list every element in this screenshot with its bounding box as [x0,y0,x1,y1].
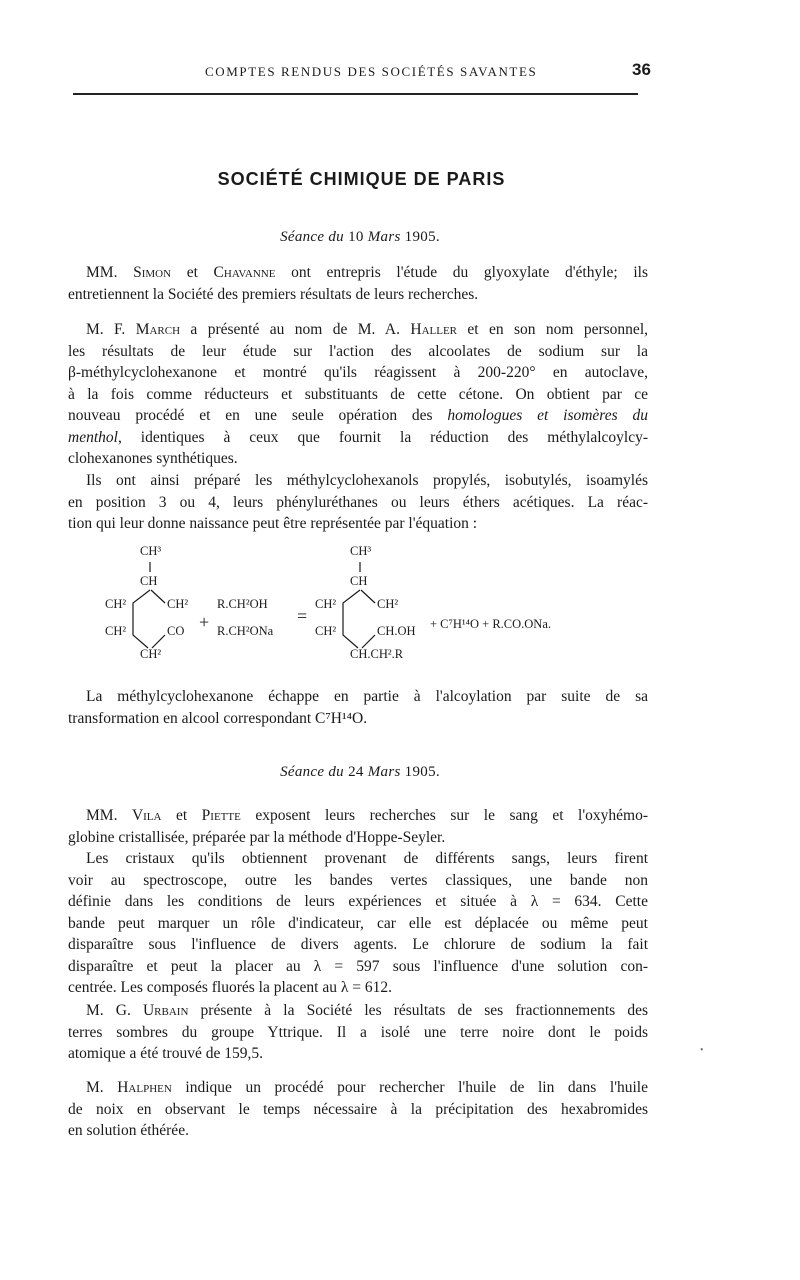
author-name: March [135,321,181,338]
right-chch2r: CH.CH².R [350,647,404,661]
left-methyl: CH³ [140,544,162,558]
equation-diagram [95,540,675,680]
reagent-alcohol: R.CH²OH [217,597,268,611]
text-line: MM. Simon et Chavanne ont entrepris l'étude du glyoxylate d'éthyle; ils [86,264,648,281]
text-line: β-méthylcyclohexanone et montré qu'ils réagissent à 200-220° en autoclave, [68,364,648,381]
session-year: 1905. [404,764,440,780]
text-line: disparaître et peut la placer au λ = 597 sous l'influence d'une solution con- [68,957,648,975]
right-ch2-ur: CH² [377,597,399,611]
text-line: tion qui leur donne naissance peut être représentée par l'équation : [68,515,478,532]
paragraph-vila-piette [68,805,648,848]
author-name: Haller [410,321,458,338]
text-line: en solution éthérée. [68,1122,189,1139]
author-name: Urbain [142,1002,189,1019]
page-number: 36 [632,60,651,79]
text-line: Ils ont ainsi préparé les méthylcyclohexanols propylés, isobutylés, isoamylés [86,472,648,489]
text-line: disparaître sous l'influence de divers agents. Le chlorure de sodium la fait [68,936,648,953]
right-methyl: CH³ [350,544,372,558]
text-line: centrée. Les composés fluorés la placent au λ = 612. [68,979,392,996]
running-title: COMPTES RENDUS DES SOCIÉTÉS SAVANTES [205,64,538,79]
reagent-alcoholate: R.CH²ONa [217,624,274,638]
left-ch2-ur: CH² [167,597,189,611]
text-line: définie dans les conditions de leurs expériences et située à λ = 634. Cette [68,893,648,910]
society-title: SOCIÉTÉ CHIMIQUE DE PARIS [217,169,506,189]
left-co: CO [167,624,185,638]
session-month: Mars [367,764,401,780]
text-line: de noix en observant le temps nécessaire à la précipitation des hexabromides [68,1100,648,1118]
author-name: Simon [133,264,172,281]
text-line: M. F. March a présenté au nom de M. A. Haller et en son nom personnel, [86,321,648,338]
author-name: Vila [131,807,162,824]
right-ch2-ul: CH² [315,597,337,611]
text-line: M. G. Urbain présente à la Société les résultats de ses fractionnements des [86,1002,648,1019]
left-ch2-ul: CH² [105,597,127,611]
left-ch2-bottom: CH² [140,647,162,661]
session-year: 1905. [404,229,440,245]
session-label: Séance du [280,229,344,245]
text-line: menthol, identiques à ceux que fournit la réduction des méthylalcoylcy- [68,428,648,446]
author-name: Chavanne [213,264,276,281]
session-label: Séance du [280,764,344,780]
right-ch2-ll: CH² [315,624,337,638]
header-rule [73,93,638,95]
text-line: entretiennent la Société des premiers résultats de leurs recherches. [68,285,479,303]
products: + C⁷H¹⁴O + R.CO.ONa. [430,617,552,631]
chemical-equation [95,540,675,680]
text-line: MM. Vila et Piette exposent leurs recherches sur le sang et l'oxyhémo- [86,807,648,824]
right-ch: CH [350,574,368,588]
session-heading-2 [0,764,720,781]
text-line: La méthylcyclohexanone échappe en partie à l'alcoylation par suite de sa [86,688,648,705]
paragraph-urbain [68,1000,648,1065]
text-line: atomique a été trouvé de 159,5. [68,1045,263,1062]
session-heading-1 [0,229,720,246]
paragraph-alcoylation [68,686,648,729]
text-line: terres sombres du groupe Yttrique. Il a isolé une terre noire dont le poids [68,1023,648,1041]
paragraph-methylcyclohexanols [68,470,648,535]
text-line: les résultats de leur étude sur l'action des alcoolates de sodium sur la [68,342,648,360]
author-name: Halphen [117,1079,172,1096]
text-line: voir au spectroscope, outre les bandes vertes classiques, une bande non [68,871,648,889]
text-line: en position 3 ou 4, leurs phényluréthanes ou leurs éthers acétiques. La réac- [68,493,648,511]
text-line: à la fois comme réducteurs et substituants de cette cétone. On obtient par ce [68,385,648,403]
paragraph-halphen [68,1077,648,1142]
session-day: 10 [348,229,364,245]
right-choh: CH.OH [377,624,416,638]
paragraph-cristaux [68,848,648,999]
plus-sign: + [199,612,210,632]
paragraph-simon-chavanne [68,262,648,305]
margin-speck: • [700,1045,704,1056]
session-month: Mars [367,229,401,245]
equals-sign: = [297,606,308,626]
running-header [0,58,800,88]
left-ch2-ll: CH² [105,624,127,638]
paragraph-march-haller [68,319,648,470]
text-line: globine cristallisée, préparée par la méthode d'Hoppe-Seyler. [68,828,446,846]
text-line: bande peut marquer un rôle d'indicateur, car elle est déplacée ou même peut [68,914,648,932]
text-line: nouveau procédé et en une seule opération des homologues et isomères du [68,407,648,424]
text-line: Les cristaux qu'ils obtiennent provenant de différents sangs, leurs firent [86,850,648,867]
text-line: clohexanones synthétiques. [68,450,238,467]
text-line: M. Halphen indique un procédé pour rechercher l'huile de lin dans l'huile [86,1079,648,1096]
author-name: Piette [201,807,241,824]
session-day: 24 [348,764,364,780]
left-ch: CH [140,574,158,588]
text-line: transformation en alcool correspondant C⁷H¹⁴O. [68,709,368,727]
